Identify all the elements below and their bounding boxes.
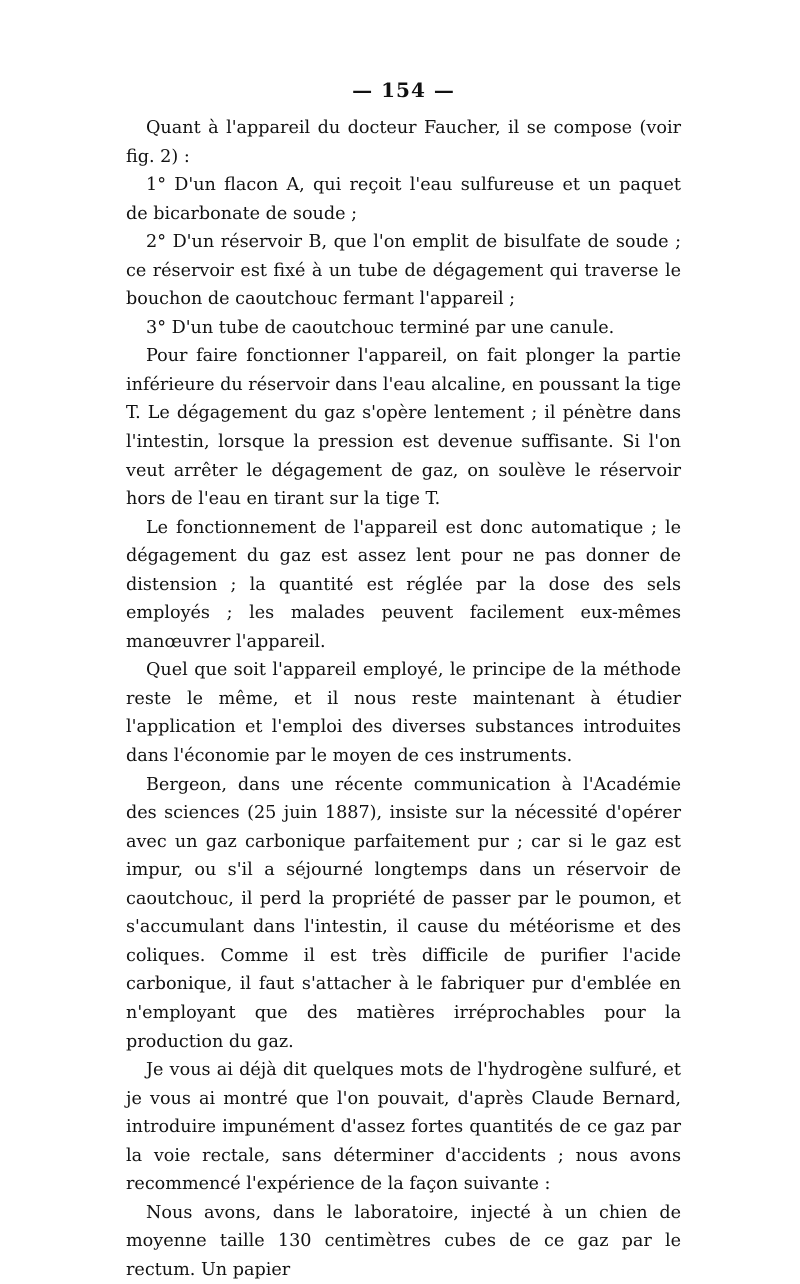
paragraph-experience: Nous avons, dans le laboratoire, injecté à un chien de moyenne taille 130 centimètres cubes de ce gaz par le rectum. Un papier xyxy=(126,1202,681,1280)
paragraph-principe: Quel que soit l'appareil employé, le principe de la méthode reste le même, et il nous reste maintenant à étudier l'application et l'emploi des diverses substances introduites dans l'économie par le moyen de ces instruments. xyxy=(126,660,681,767)
paragraph-automatique: Le fonctionnement de l'appareil est donc automatique ; le dégagement du gaz est assez lent pour ne pas donner de distension ; la quantité est réglée par la dose des sels employés ; les malades peuvent facilement eux-mêmes manœuvrer l'appareil. xyxy=(126,517,681,652)
paragraph-fonctionner: Pour faire fonctionner l'appareil, on fait plonger la partie inférieure du réservoir dans l'eau alcaline, en poussant la tige T. Le dégagement du gaz s'opère lentement ; il pénètre dans l'intestin, lorsque la pression est devenue suffisante. Si l'on veut arrêter le dégagement de gaz, on soulève le réservoir hors de l'eau en tirant sur la tige T. xyxy=(126,346,681,510)
paragraph-bergeon: Bergeon, dans une récente communication à l'Académie des sciences (25 juin 1887), insiste sur la nécessité d'opérer avec un gaz carbonique parfaitement pur ; car si le gaz est impur, ou s'il a séjourné longtemps dans un réservoir de caoutchouc, il perd la propriété de passer par le poumon, et s'accumulant dans l'intestin, il cause du météorisme et des coliques. Comme il est très difficile de purifier l'acide carbonique, il faut s'attacher à le fabriquer pur d'emblée en n'employant que des matières irréprochables pour la production du gaz. xyxy=(126,774,681,1052)
list-item-flacon: 1° D'un flacon A, qui reçoit l'eau sulfureuse et un paquet de bicarbonate de soude ; xyxy=(126,175,681,224)
page-number: — 154 — xyxy=(352,78,455,102)
list-item-reservoir: 2° D'un réservoir B, que l'on emplit de bisulfate de soude ; ce réservoir est fixé à un tube de dégagement qui traverse le bouchon de caoutchouc fermant l'appareil ; xyxy=(126,232,681,310)
book-page xyxy=(126,78,681,1284)
body-text xyxy=(126,114,681,1284)
paragraph-intro: Quant à l'appareil du docteur Faucher, il se compose (voir fig. 2) : xyxy=(126,118,681,167)
paragraph-hydrogene: Je vous ai déjà dit quelques mots de l'hydrogène sulfuré, et je vous ai montré que l'on pouvait, d'après Claude Bernard, introduire impunément d'assez fortes quantités de ce gaz par la voie rectale, sans déterminer d'accidents ; nous avons recommencé l'expérience de la façon suivante : xyxy=(126,1060,681,1195)
list-item-tube: 3° D'un tube de caoutchouc terminé par une canule. xyxy=(146,317,615,338)
